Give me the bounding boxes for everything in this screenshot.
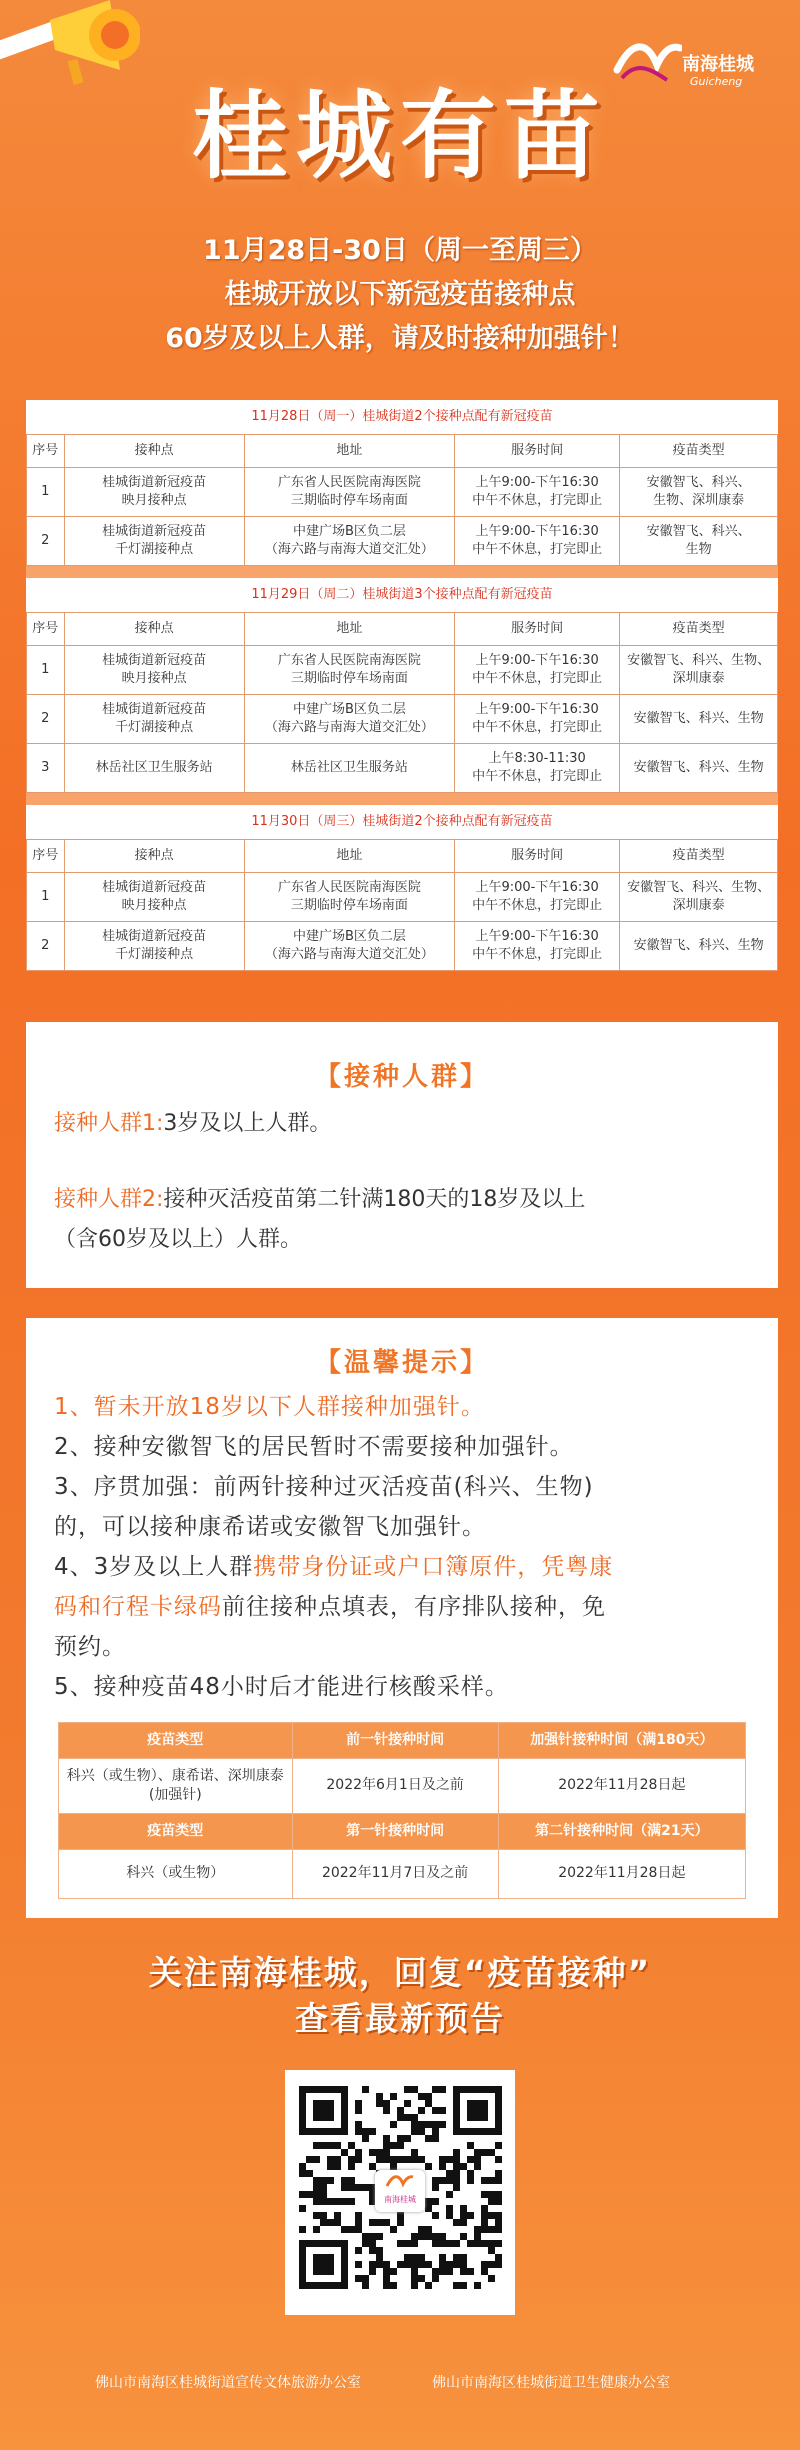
tips-title: 【温馨提示】 [314, 1348, 489, 1378]
table-row [27, 922, 778, 971]
table-cell: 广东省人民医院南海医院 三期临时停车场南面 [244, 873, 454, 922]
table-cell: 3 [27, 744, 65, 793]
logo-en-text: Guicheng [690, 75, 743, 88]
tip-3b: 的，可以接种康希诺或安徽智飞加强针。 [54, 1514, 486, 1540]
schedule-header: 接种点 [64, 840, 244, 873]
schedule-section-title: 11月28日（周一）桂城街道2个接种点配有新冠疫苗 [27, 400, 778, 435]
table-cell: 中建广场B区负二层 （海六路与南海大道交汇处） [244, 517, 454, 566]
group-2 [54, 1182, 585, 1218]
table-cell: 上午9:00-下午16:30 中午不休息，打完即止 [455, 468, 620, 517]
tip-4b-post: 前往接种点填表，有序排队接种，免 [222, 1594, 606, 1620]
table-row [27, 517, 778, 566]
tip-5: 5、接种疫苗48小时后才能进行核酸采样。 [54, 1674, 509, 1700]
table-row [27, 695, 778, 744]
schedule-header: 地址 [244, 613, 454, 646]
tip-4c: 预约。 [54, 1634, 126, 1660]
table-cell: 安徽智飞、科兴、生物 [620, 695, 778, 744]
second-dose-header-2: 第一针接种时间 [292, 1813, 498, 1849]
schedule-header: 疫苗类型 [620, 435, 778, 468]
qr-logo-text: 南海桂城 [384, 2195, 416, 2204]
table-cell: 桂城街道新冠疫苗 千灯湖接种点 [64, 922, 244, 971]
follow-line-2: 查看最新预告 [295, 1999, 505, 2038]
table-cell: 2 [27, 922, 65, 971]
schedule-header: 序号 [27, 840, 65, 873]
booster-cell-type: 科兴（或生物）、康希诺、深圳康泰 (加强针) [59, 1758, 293, 1813]
table-cell: 1 [27, 468, 65, 517]
page-title: 桂城有苗 [192, 80, 608, 192]
subtitle-line-3: 60岁及以上人群，请及时接种加强针！ [165, 323, 635, 354]
table-row [27, 646, 778, 695]
table-cell: 安徽智飞、科兴、生物、 深圳康泰 [620, 873, 778, 922]
booster-header-3: 加强针接种时间（满180天） [498, 1723, 745, 1759]
group-2-label: 接种人群2: [54, 1187, 164, 1212]
schedule-header: 疫苗类型 [620, 840, 778, 873]
schedule-tables [26, 400, 778, 971]
schedule-header: 地址 [244, 435, 454, 468]
table-cell: 上午8:30-11:30 中午不休息，打完即止 [455, 744, 620, 793]
booster-header-2: 前一针接种时间 [292, 1723, 498, 1759]
table-cell: 桂城街道新冠疫苗 千灯湖接种点 [64, 695, 244, 744]
booster-table [58, 1722, 746, 1899]
schedule-header: 接种点 [64, 435, 244, 468]
schedule-header: 疫苗类型 [620, 613, 778, 646]
tips-card [26, 1318, 778, 1918]
qr-logo-icon [385, 2170, 415, 2192]
schedule-header: 地址 [244, 840, 454, 873]
groups-title: 【接种人群】 [314, 1062, 489, 1092]
second-dose-cell-first: 2022年11月7日及之前 [292, 1849, 498, 1898]
group-1-text: 3岁及以上人群。 [163, 1111, 332, 1136]
table-cell: 桂城街道新冠疫苗 映月接种点 [64, 873, 244, 922]
logo-text: 南海桂城 [682, 54, 754, 75]
follow-line-1: 关注南海桂城，回复“疫苗接种” [148, 1953, 652, 1992]
table-cell: 安徽智飞、科兴、生物 [620, 922, 778, 971]
table-cell: 1 [27, 646, 65, 695]
table-cell: 2 [27, 517, 65, 566]
table-cell: 上午9:00-下午16:30 中午不休息，打完即止 [455, 695, 620, 744]
table-cell: 安徽智飞、科兴、生物、 深圳康泰 [620, 646, 778, 695]
table-cell: 上午9:00-下午16:30 中午不休息，打完即止 [455, 873, 620, 922]
table-cell: 上午9:00-下午16:30 中午不休息，打完即止 [455, 922, 620, 971]
qr-center-logo [375, 2170, 425, 2212]
table-cell: 上午9:00-下午16:30 中午不休息，打完即止 [455, 517, 620, 566]
footer-right: 佛山市南海区桂城街道卫生健康办公室 [432, 2375, 670, 2391]
table-cell: 上午9:00-下午16:30 中午不休息，打完即止 [455, 646, 620, 695]
table-cell: 桂城街道新冠疫苗 千灯湖接种点 [64, 517, 244, 566]
booster-header-1: 疫苗类型 [59, 1723, 293, 1759]
table-cell: 广东省人民医院南海医院 三期临时停车场南面 [244, 646, 454, 695]
booster-cell-next: 2022年11月28日起 [498, 1758, 745, 1813]
group-2-text: 接种灭活疫苗第二针满180天的18岁及以上 [163, 1187, 586, 1212]
table-cell: 桂城街道新冠疫苗 映月接种点 [64, 646, 244, 695]
table-cell: 桂城街道新冠疫苗 映月接种点 [64, 468, 244, 517]
date-line: 11月28日-30日（周一至周三） [203, 235, 597, 266]
group-2-text-2: （含60岁及以上）人群。 [54, 1227, 302, 1252]
section-gap [26, 793, 778, 805]
table-row [27, 744, 778, 793]
schedule-section-title: 11月30日（周三）桂城街道2个接种点配有新冠疫苗 [27, 805, 778, 840]
table-row [27, 468, 778, 517]
table-cell: 1 [27, 873, 65, 922]
table-cell: 林岳社区卫生服务站 [64, 744, 244, 793]
table-cell: 中建广场B区负二层 （海六路与南海大道交汇处） [244, 695, 454, 744]
schedule-section-title: 11月29日（周二）桂城街道3个接种点配有新冠疫苗 [27, 578, 778, 613]
second-dose-header-1: 疫苗类型 [59, 1813, 293, 1849]
tip-4b-highlight: 码和行程卡绿码 [54, 1594, 222, 1620]
footer-left: 佛山市南海区桂城街道宣传文体旅游办公室 [95, 2375, 361, 2391]
schedule-header: 序号 [27, 435, 65, 468]
schedule-header: 服务时间 [455, 613, 620, 646]
second-dose-cell-type: 科兴（或生物） [59, 1849, 293, 1898]
section-gap [26, 566, 778, 578]
qr-code[interactable] [285, 2070, 515, 2315]
schedule-header: 序号 [27, 613, 65, 646]
table-cell: 林岳社区卫生服务站 [244, 744, 454, 793]
group-1 [54, 1106, 331, 1142]
table-cell: 广东省人民医院南海医院 三期临时停车场南面 [244, 468, 454, 517]
tip-4a [54, 1548, 613, 1586]
booster-cell-prev: 2022年6月1日及之前 [292, 1758, 498, 1813]
tip-2: 2、接种安徽智飞的居民暂时不需要接种加强针。 [54, 1434, 574, 1460]
schedule-table-1 [26, 400, 778, 566]
schedule-table-2 [26, 578, 778, 793]
groups-card [26, 1022, 778, 1288]
tip-3a: 3、序贯加强：前两针接种过灭活疫苗(科兴、生物) [54, 1474, 594, 1500]
table-cell: 安徽智飞、科兴、 生物 [620, 517, 778, 566]
tip-4b [54, 1588, 606, 1626]
tip-4a-highlight: 携带身份证或户口簿原件，凭粤康 [253, 1554, 614, 1580]
schedule-header: 服务时间 [455, 435, 620, 468]
table-cell: 安徽智飞、科兴、 生物、深圳康泰 [620, 468, 778, 517]
second-dose-cell-second: 2022年11月28日起 [498, 1849, 745, 1898]
subtitle-line-2: 桂城开放以下新冠疫苗接种点 [224, 279, 576, 310]
tip-1: 1、暂未开放18岁以下人群接种加强针。 [54, 1394, 485, 1420]
schedule-header: 服务时间 [455, 840, 620, 873]
group-1-label: 接种人群1: [54, 1111, 164, 1136]
schedule-header: 接种点 [64, 613, 244, 646]
table-cell: 2 [27, 695, 65, 744]
table-cell: 中建广场B区负二层 （海六路与南海大道交汇处） [244, 922, 454, 971]
tip-4a-pre: 4、3岁及以上人群 [54, 1554, 254, 1580]
table-cell: 安徽智飞、科兴、生物 [620, 744, 778, 793]
second-dose-header-3: 第二针接种时间（满21天） [498, 1813, 745, 1849]
table-row [27, 873, 778, 922]
schedule-table-3 [26, 805, 778, 971]
